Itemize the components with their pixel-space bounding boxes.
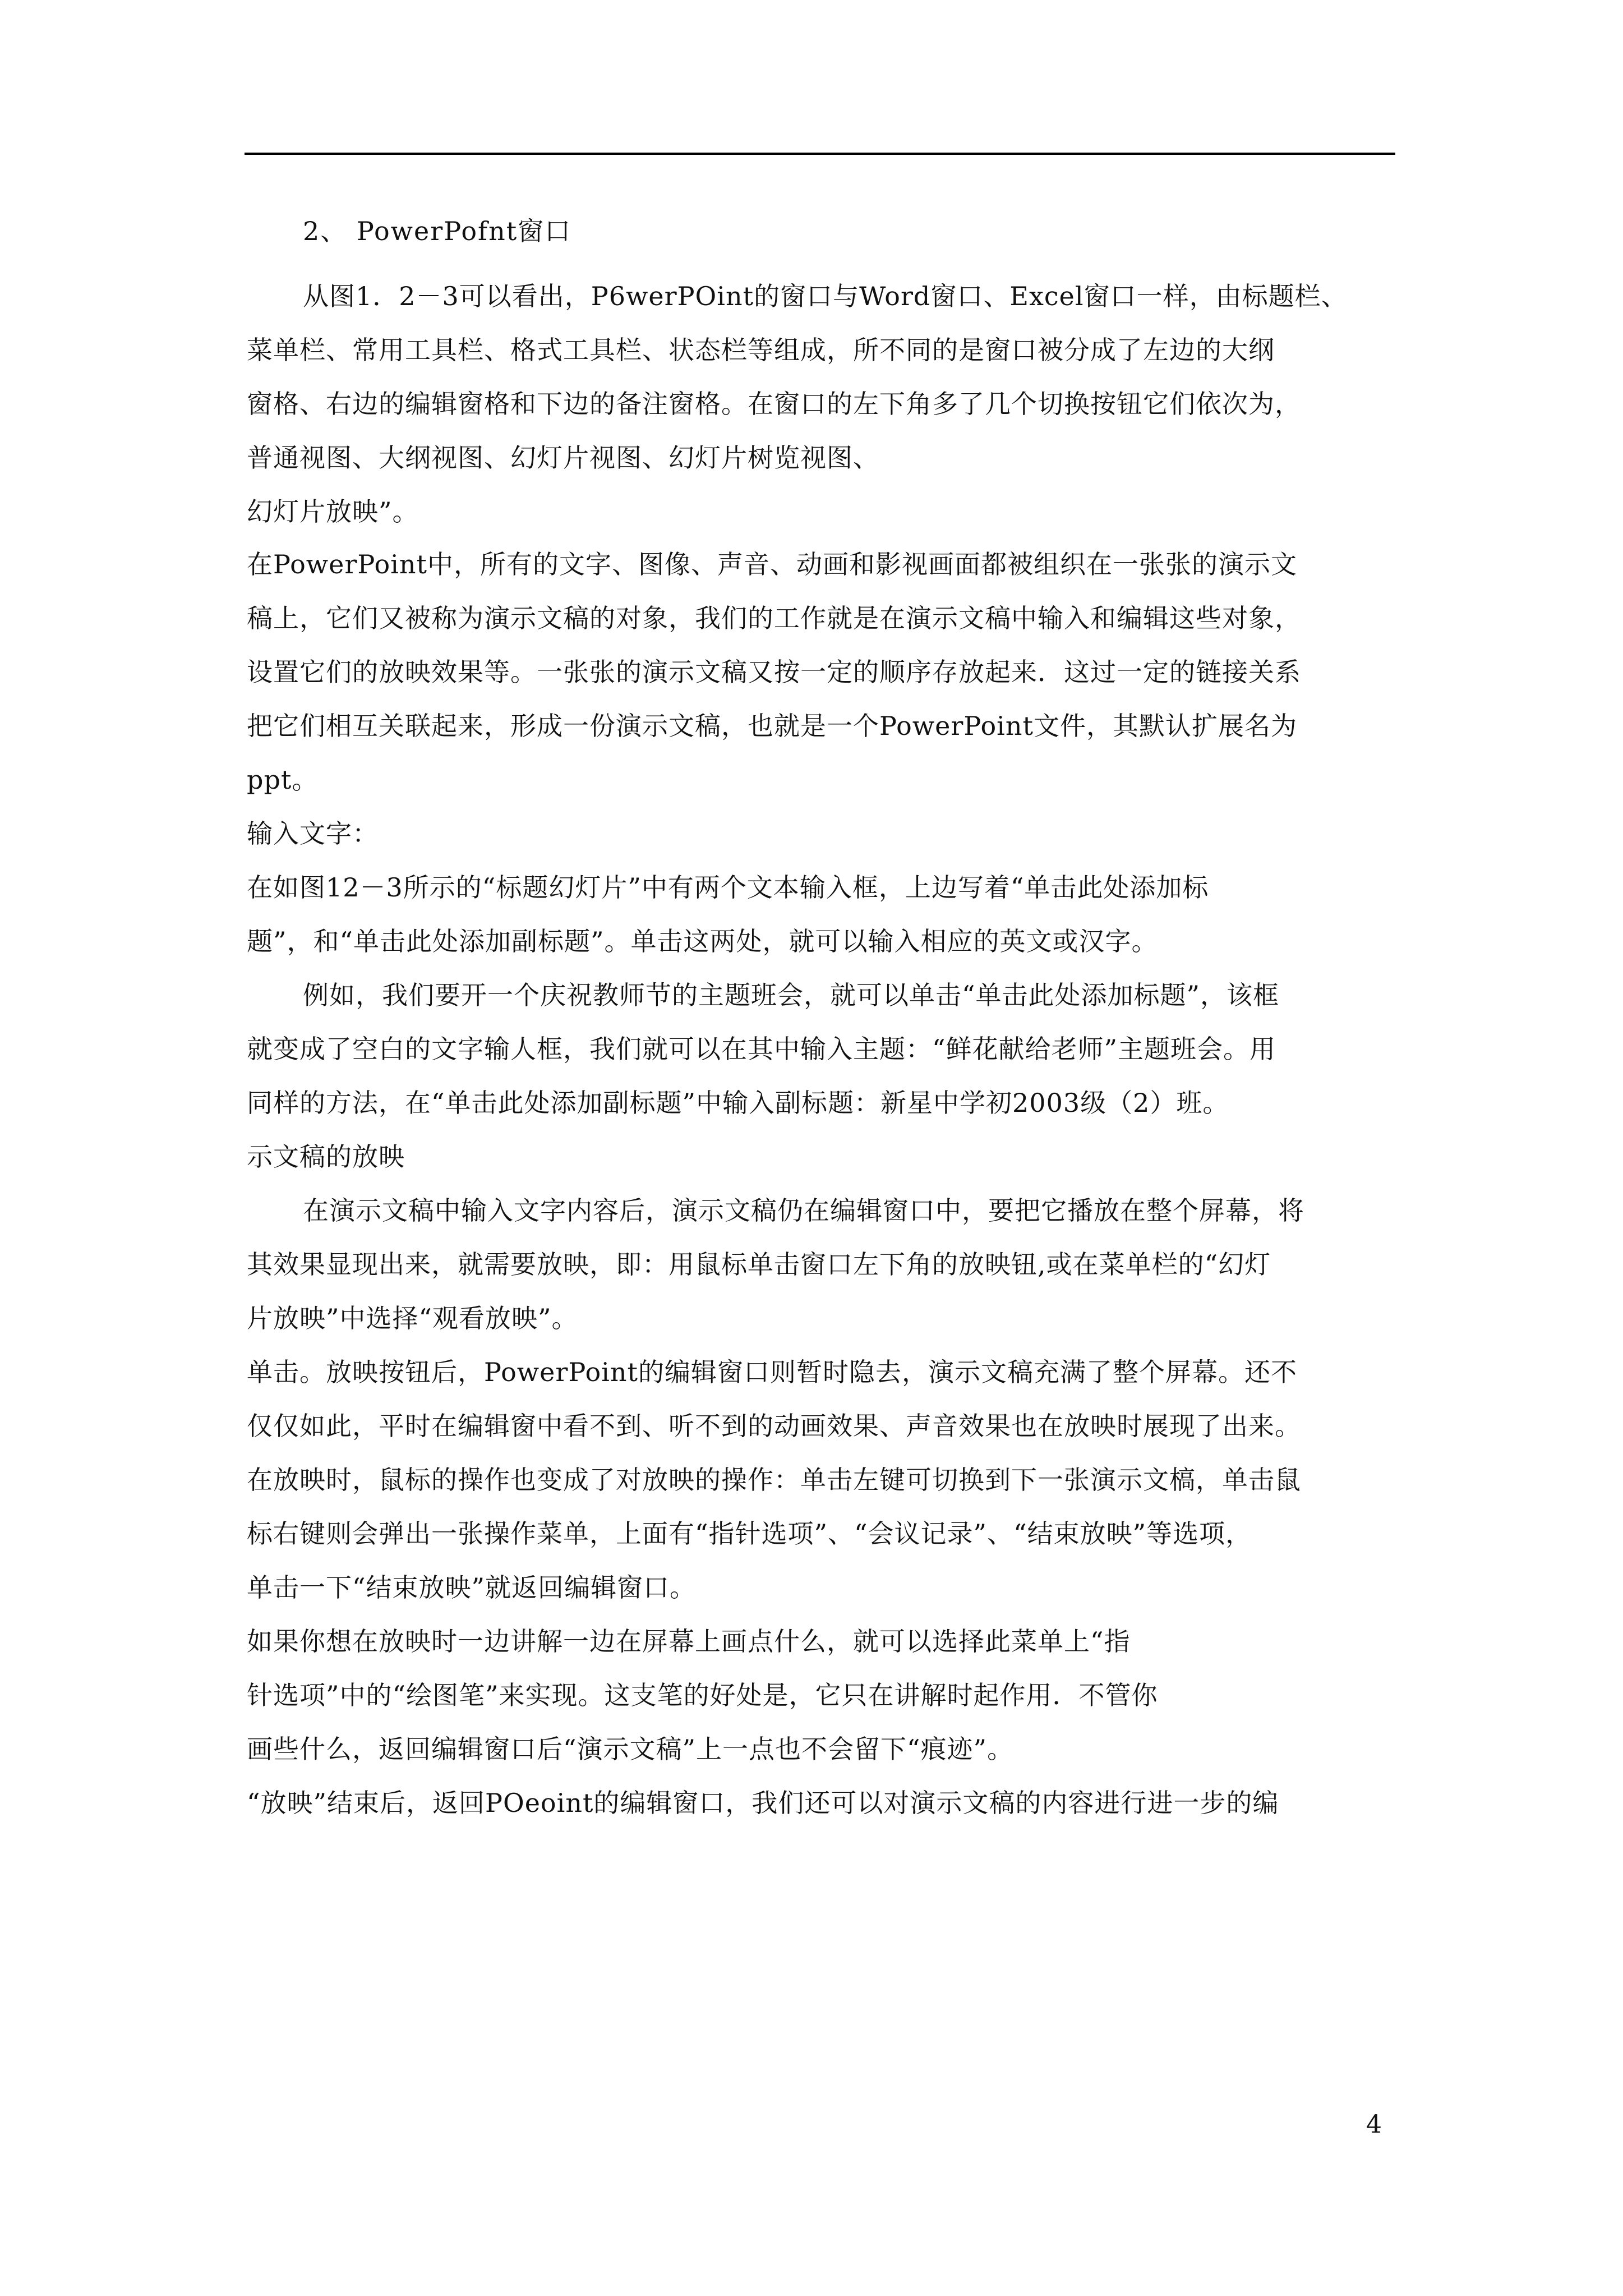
text-line: 就变成了空白的文字输人框，我们就可以在其中输入主题：“鲜花献给老师”主题班会。用 (247, 1034, 1276, 1064)
page-number: 4 (1366, 2110, 1382, 2139)
text-line: “放映”结束后，返回POeoint的编辑窗口，我们还可以对演示文稿的内容进行进一步的编 (247, 1788, 1279, 1818)
text-line: 在如图12－3所示的“标题幻灯片”中有两个文本输入框，上边写着“单击此处添加标 (247, 872, 1209, 903)
text-line: 窗格、右边的编辑窗格和下边的备注窗格。在窗口的左下角多了几个切换按钮它们依次为， (247, 389, 1301, 419)
text-line: 单击。放映按钮后，PowerPoint的编辑窗口则暂时隐去，演示文稿充满了整个屏幕。还不 (247, 1357, 1297, 1387)
text-line: 针选项”中的“绘图笔”来实现。这支笔的好处是，它只在讲解时起作用．不管你 (247, 1680, 1158, 1710)
text-line: 画些什么，返回编辑窗口后“演示文稿”上一点也不会留下“痕迹”。 (247, 1734, 1014, 1764)
text-line: 示文稿的放映 (247, 1142, 405, 1172)
text-line: 题”，和“单击此处添加副标题”。单击这两处，就可以输入相应的英文或汉字。 (247, 926, 1158, 956)
text-line: 例如，我们要开一个庆祝教师节的主题班会，就可以单击“单击此处添加标题”，该框 (303, 980, 1280, 1010)
text-line: 在放映时，鼠标的操作也变成了对放映的操作：单击左键可切换到下一张演示文槁，单击鼠 (247, 1465, 1301, 1495)
text-line: 从图1．2－3可以看出，P6werPOint的窗口与Word窗口、Excel窗口一样，由标题栏、 (303, 281, 1348, 311)
text-line: 设置它们的放映效果等。一张张的演示文稿又按一定的顺序存放起来．这过一定的链接关系 (247, 657, 1301, 687)
text-line: 标右键则会弹出一张操作菜单，上面有“指针选项”、“会议记录”、“结束放映”等选项， (247, 1519, 1252, 1549)
text-line: 输入文字： (247, 818, 379, 849)
text-line: 菜单栏、常用工具栏、格式工具栏、状态栏等组成，所不同的是窗口被分成了左边的大纲 (247, 335, 1275, 365)
text-line: 同样的方法，在“单击此处添加副标题”中输入副标题：新星中学初2003级（2）班。 (247, 1088, 1229, 1118)
text-line: 普通视图、大纲视图、幻灯片视图、幻灯片树览视图、 (247, 443, 879, 473)
text-line: 片放映”中选择“观看放映”。 (247, 1303, 578, 1333)
text-line: 其效果显现出来，就需要放映，即：用鼠标单击窗口左下角的放映钮,或在菜单栏的“幻灯 (247, 1249, 1271, 1280)
text-line: 在PowerPoint中，所有的文字、图像、声音、动画和影视画面都被组织在一张张的演示文 (247, 549, 1297, 579)
text-line: 仅仅如此，平时在编辑窗中看不到、听不到的动画效果、声音效果也在放映时展现了出来。 (247, 1411, 1301, 1441)
text-line: 单击一下“结束放映”就返回编辑窗口。 (247, 1572, 697, 1603)
text-line: 在演示文稿中输入文字内容后，演示文稿仍在编辑窗口中，要把它播放在整个屏幕，将 (303, 1195, 1304, 1226)
text-line: ppt。 (247, 765, 319, 795)
header-rule (245, 153, 1395, 155)
text-line: 如果你想在放映时一边讲解一边在屏幕上画点什么，就可以选择此菜单上“指 (247, 1626, 1131, 1657)
text-line: 稿上，它们又被称为演示文稿的对象，我们的工作就是在演示文稿中输入和编辑这些对象， (247, 603, 1301, 633)
text-line: 把它们相互关联起来，形成一份演示文稿，也就是一个PowerPoint文件，其默认扩展名为 (247, 711, 1297, 741)
text-line: 幻灯片放映”。 (247, 496, 419, 527)
section-heading: 2、 PowerPofnt窗口 (303, 216, 572, 246)
